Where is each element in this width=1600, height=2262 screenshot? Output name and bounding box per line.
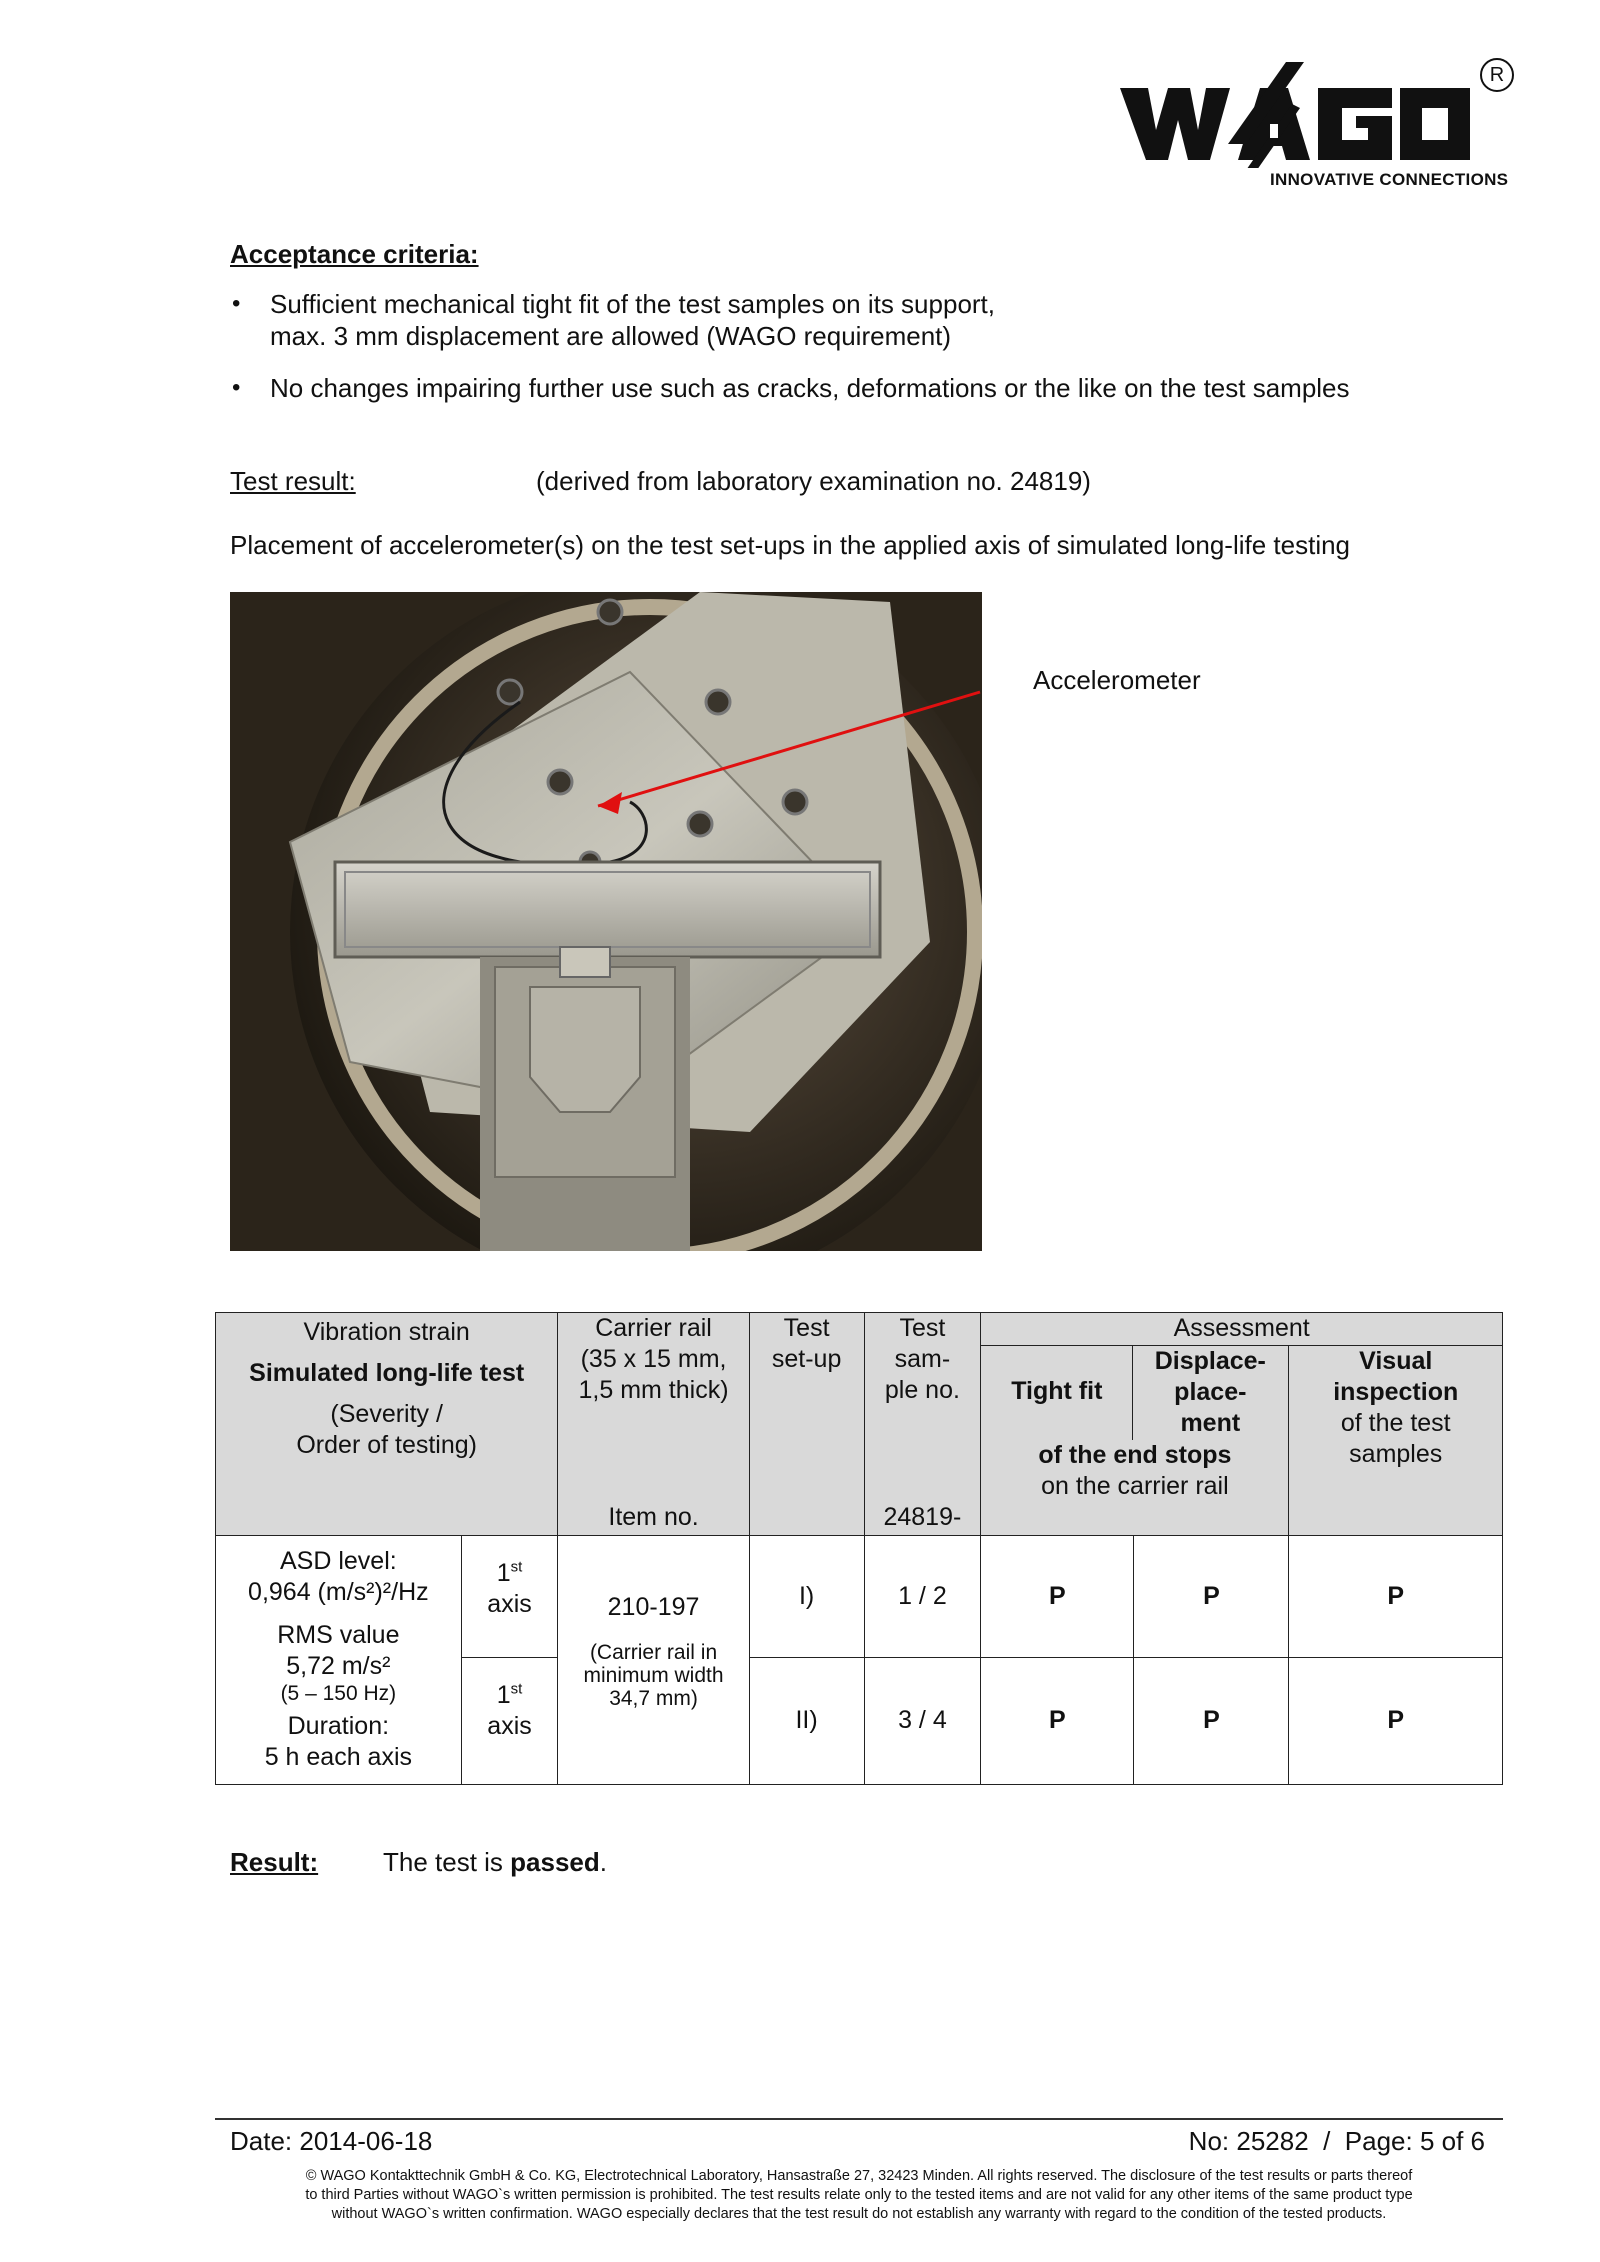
accelerometer-photo xyxy=(230,592,982,1251)
axis-cell xyxy=(461,1535,558,1657)
condition-text: 5,72 m/s² xyxy=(286,1651,391,1680)
vibration-test-table xyxy=(215,1312,1503,1785)
condition-text: Duration: xyxy=(287,1711,390,1740)
wago-logo xyxy=(1110,58,1510,198)
axis-cell xyxy=(461,1657,558,1784)
footer-date: Date: 2014-06-18 xyxy=(230,2126,433,2156)
header-displacement xyxy=(1133,1346,1287,1440)
axis-superscript: st xyxy=(510,1680,523,1698)
header-visual-inspection xyxy=(1289,1346,1503,1536)
header-text: (35 x 15 mm, xyxy=(580,1345,727,1373)
condition-text: (5 – 150 Hz) xyxy=(280,1681,397,1705)
header-blank xyxy=(749,1502,864,1535)
acceptance-item-line: • No changes impairing further use such as cracks, deformations or the like on the test samples xyxy=(270,373,1350,403)
header-text: Order of testing) xyxy=(296,1431,477,1459)
item-note: (Carrier rail in xyxy=(589,1640,718,1664)
header-test-sample xyxy=(864,1313,981,1503)
header-assessment: Assessment xyxy=(981,1313,1503,1346)
header-tight-fit: Tight fit xyxy=(981,1346,1133,1440)
setup-cell: II) xyxy=(749,1657,864,1784)
item-number: 210-197 xyxy=(607,1592,700,1621)
registered-mark: R xyxy=(1480,58,1514,92)
header-text: samples xyxy=(1349,1440,1443,1468)
item-note: 34,7 mm) xyxy=(609,1686,698,1710)
legal-line: to third Parties without WAGO`s written permission is prohibited. The test results relate only to the tested items and are not valid for any other items of the same product type xyxy=(305,2187,1413,2203)
header-text: Test xyxy=(783,1314,830,1342)
visual-result: P xyxy=(1289,1657,1503,1784)
header-text: set-up xyxy=(771,1345,842,1373)
axis-word: axis xyxy=(487,1589,532,1618)
item-cell xyxy=(558,1535,749,1784)
result-label: Result: xyxy=(230,1847,319,1877)
footer-legal xyxy=(215,2167,1503,2224)
header-text: Visual xyxy=(1359,1347,1433,1375)
header-text: place- xyxy=(1174,1378,1247,1406)
tight-fit-result: P xyxy=(981,1535,1134,1657)
header-text: of the test xyxy=(1340,1409,1451,1437)
header-text: ple no. xyxy=(884,1376,960,1404)
legal-line: © WAGO Kontakttechnik GmbH & Co. KG, Electrotechnical Laboratory, Hansastraße 27, 32423 Minden. All rights reserved. The disclosure of the test results or parts thereof xyxy=(305,2168,1413,2184)
logo-tagline: INNOVATIVE CONNECTIONS xyxy=(1270,170,1509,189)
accelerometer-label: Accelerometer xyxy=(1033,665,1201,695)
header-text: Simulated long-life test xyxy=(249,1359,525,1387)
header-text: Test xyxy=(899,1314,946,1342)
visual-result: P xyxy=(1289,1535,1503,1657)
item-note: minimum width xyxy=(583,1663,724,1687)
header-text: of the end stops xyxy=(1038,1441,1232,1469)
header-text: inspection xyxy=(1333,1378,1459,1406)
result-end: . xyxy=(599,1847,607,1877)
header-text: on the carrier rail xyxy=(1041,1472,1229,1500)
footer-divider xyxy=(215,2118,1503,2120)
header-test-setup xyxy=(749,1313,864,1503)
header-text: sam- xyxy=(894,1345,951,1373)
condition-text: ASD level: xyxy=(279,1546,397,1575)
displacement-result: P xyxy=(1134,1535,1289,1657)
condition-text: 0,964 (m/s²)²/Hz xyxy=(248,1577,429,1606)
condition-text: RMS value xyxy=(277,1620,400,1649)
header-text: (Severity / xyxy=(330,1400,443,1428)
acceptance-item-line: max. 3 mm displacement are allowed (WAGO requirement) xyxy=(270,321,952,351)
acceptance-item xyxy=(230,372,1490,404)
header-text: 1,5 mm thick) xyxy=(578,1376,729,1404)
test-conditions xyxy=(216,1535,462,1784)
header-sample-prefix: 24819- xyxy=(864,1502,981,1535)
axis-word: axis xyxy=(487,1711,532,1740)
header-text: Displace- xyxy=(1154,1347,1266,1375)
axis-number: 1 xyxy=(496,1558,511,1587)
result-verdict: passed xyxy=(510,1847,600,1877)
result-text: The test is xyxy=(383,1847,511,1877)
header-text: Vibration strain xyxy=(303,1318,470,1346)
header-carrier-rail xyxy=(558,1313,749,1503)
acceptance-item-line: • Sufficient mechanical tight fit of the test samples on its support, xyxy=(270,289,996,319)
acceptance-list xyxy=(230,288,1490,404)
setup-cell: I) xyxy=(749,1535,864,1657)
test-result-source: (derived from laboratory examination no. 24819) xyxy=(536,466,1091,496)
test-result-label: Test result: xyxy=(230,466,356,496)
header-item-no: Item no. xyxy=(558,1502,749,1535)
acceptance-item xyxy=(230,288,1490,352)
header-vibration-strain xyxy=(216,1313,558,1536)
axis-number: 1 xyxy=(496,1680,511,1709)
acceptance-heading: Acceptance criteria: xyxy=(230,239,479,269)
result-statement xyxy=(383,1846,607,1878)
tight-fit-result: P xyxy=(981,1657,1134,1784)
axis-superscript: st xyxy=(510,1558,523,1576)
displacement-result: P xyxy=(1134,1657,1289,1784)
sample-cell: 1 / 2 xyxy=(864,1535,981,1657)
header-tight-fit-displacement xyxy=(981,1346,1289,1503)
wago-logo-mark xyxy=(1110,58,1470,168)
header-text: Carrier rail xyxy=(595,1314,712,1342)
footer-doc-number: No: 25282 / Page: 5 of 6 xyxy=(1188,2126,1485,2156)
condition-text: 5 h each axis xyxy=(264,1742,413,1771)
header-text: ment xyxy=(1180,1409,1241,1437)
legal-line: without WAGO`s written confirmation. WAGO especially declares that the test result do not establish any warranty with regard to the condition of the tested products. xyxy=(331,2206,1387,2222)
header-blank xyxy=(981,1502,1289,1535)
placement-text: Placement of accelerometer(s) on the test set-ups in the applied axis of simulated long-life testing xyxy=(230,530,1351,560)
sample-cell: 3 / 4 xyxy=(864,1657,981,1784)
